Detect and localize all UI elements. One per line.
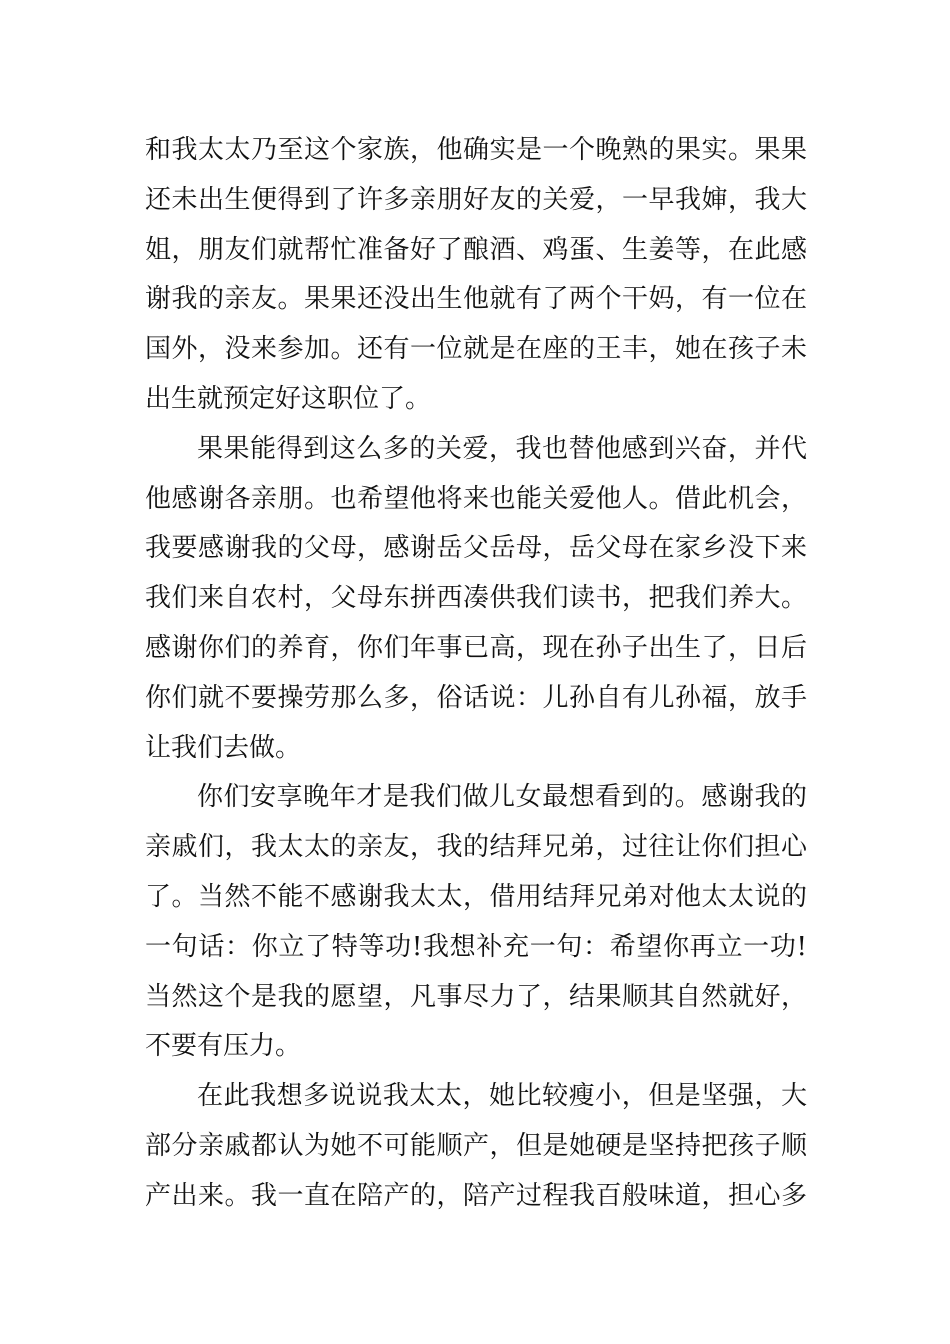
paragraph — [145, 773, 807, 1072]
text-line: 你们就不要操劳那么多，俗话说：儿孙自有儿孙福，放手 — [145, 682, 807, 713]
paragraph — [145, 1072, 807, 1221]
paragraph — [145, 126, 807, 425]
text-line: 还未出生便得到了许多亲朋好友的关爱，一早我婶，我大 — [145, 184, 807, 215]
text-line: 产出来。我一直在陪产的，陪产过程我百般味道，担心多 — [145, 1180, 807, 1211]
text-line: 我们来自农村，父母东拼西凑供我们读书，把我们养大。 — [145, 583, 807, 614]
text-line: 亲戚们，我太太的亲友，我的结拜兄弟，过往让你们担心 — [145, 832, 807, 863]
text-line: 出生就预定好这职位了。 — [145, 383, 432, 414]
document-body — [145, 126, 807, 1222]
text-line: 姐，朋友们就帮忙准备好了酿酒、鸡蛋、生姜等，在此感 — [145, 234, 807, 265]
text-line: 你们安享晚年才是我们做儿女最想看到的。感谢我的 — [197, 782, 807, 813]
text-line: 感谢你们的养育，你们年事已高，现在孙子出生了，日后 — [145, 632, 807, 663]
text-line: 国外，没来参加。还有一位就是在座的王丰，她在孩子未 — [145, 334, 807, 365]
text-line: 一句话：你立了特等功!我想补充一句：希望你再立一功! — [145, 931, 807, 962]
text-line: 他感谢各亲朋。也希望他将来也能关爱他人。借此机会， — [145, 483, 807, 514]
text-line: 果果能得到这么多的关爱，我也替他感到兴奋，并代 — [197, 433, 807, 464]
text-line: 部分亲戚都认为她不可能顺产，但是她硬是坚持把孩子顺 — [145, 1130, 807, 1161]
text-line: 和我太太乃至这个家族，他确实是一个晚熟的果实。果果 — [145, 135, 807, 165]
text-line: 谢我的亲友。果果还没出生他就有了两个干妈，有一位在 — [145, 284, 807, 315]
text-line: 不要有压力。 — [145, 1031, 302, 1062]
text-line: 在此我想多说说我太太，她比较瘦小，但是坚强，大 — [197, 1081, 807, 1112]
text-line: 让我们去做。 — [145, 732, 302, 763]
text-line: 了。当然不能不感谢我太太，借用结拜兄弟对他太太说的 — [145, 881, 807, 912]
text-line: 当然这个是我的愿望，凡事尽力了，结果顺其自然就好， — [145, 981, 807, 1012]
text-line: 我要感谢我的父母，感谢岳父岳母，岳父母在家乡没下来 — [145, 533, 807, 564]
paragraph — [145, 425, 807, 774]
